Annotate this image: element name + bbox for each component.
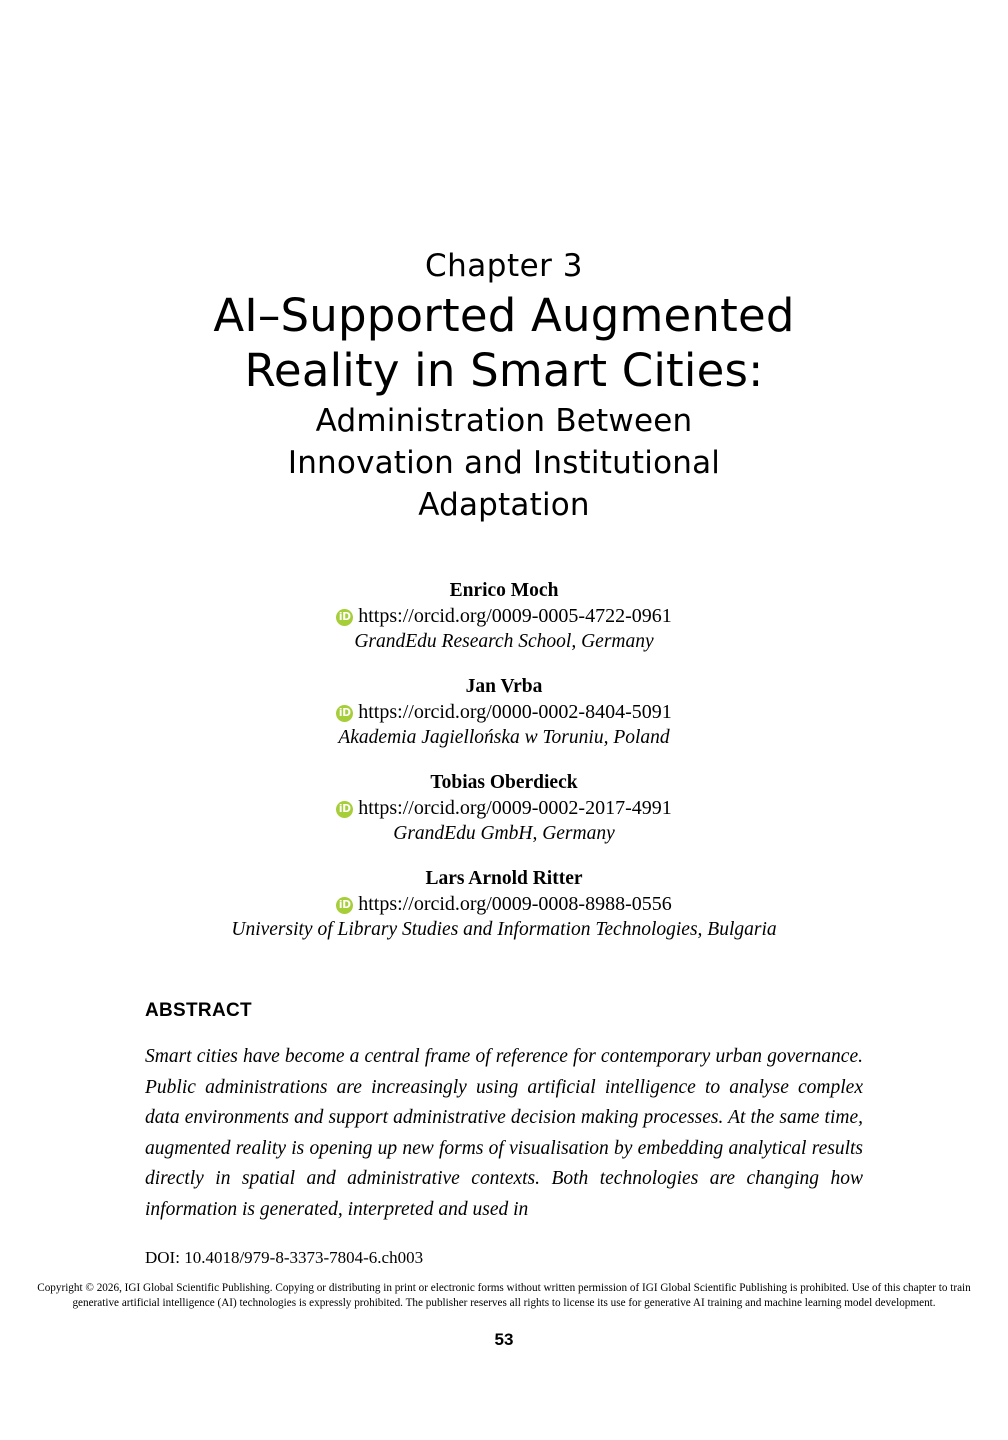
orcid-icon-glyph: iD [338, 898, 351, 911]
orcid-icon-glyph: iD [338, 610, 351, 623]
author-affiliation: GrandEdu GmbH, Germany [393, 823, 615, 844]
author-list [0, 578, 1008, 943]
abstract-heading: ABSTRACT [145, 1000, 252, 1021]
author-name: Jan Vrba [465, 676, 543, 697]
author-affiliation: GrandEdu Research School, Germany [354, 631, 654, 652]
orcid-id-icon [336, 705, 353, 722]
page-subtitle-line-1: Administration Between [315, 403, 693, 439]
author-orcid-url[interactable]: https://orcid.org/0009-0005-4722-0961 [358, 605, 672, 627]
chapter-label: Chapter 3 [424, 248, 584, 284]
doi-text[interactable]: DOI: 10.4018/979-8-3373-7804-6.ch003 [145, 1248, 424, 1267]
orcid-id-icon [336, 801, 353, 818]
page-title [0, 288, 1008, 398]
author-orcid-line [0, 795, 1008, 821]
author-entry [0, 770, 1008, 847]
chapter-title-block [0, 246, 1008, 526]
author-orcid-url[interactable]: https://orcid.org/0000-0002-8404-5091 [358, 701, 672, 723]
author-entry [0, 866, 1008, 943]
orcid-id-icon [336, 897, 353, 914]
abstract-body: Smart cities have become a central frame of reference for contemporary urban governance. Public administrations are increasingly using artificial intelligence to analyse complex data environments and support administrative decision making processes. At the same time, augmented reality is opening up new forms of visualisation by embedding analytical results directly in spatial and administrative contexts. Both technologies are changing how information is generated, interpreted and used in [145, 1046, 863, 1220]
author-affiliation: Akademia Jagiellońska w Toruniu, Poland [338, 727, 670, 748]
author-entry [0, 674, 1008, 751]
page-title-line-1: AI–Supported Augmented [213, 289, 795, 342]
page-title-line-2: Reality in Smart Cities: [244, 344, 764, 397]
author-affiliation: University of Library Studies and Information Technologies, Bulgaria [231, 919, 777, 940]
page-number: 53 [494, 1330, 514, 1349]
orcid-icon-glyph: iD [338, 802, 351, 815]
page-subtitle [0, 400, 1008, 526]
author-orcid-url[interactable]: https://orcid.org/0009-0002-2017-4991 [358, 797, 672, 819]
author-orcid-line [0, 603, 1008, 629]
page-subtitle-line-3: Adaptation [418, 487, 590, 523]
author-orcid-line [0, 699, 1008, 725]
author-name: Lars Arnold Ritter [425, 868, 583, 889]
author-name: Tobias Oberdieck [430, 772, 578, 793]
author-entry [0, 578, 1008, 655]
page-subtitle-line-2: Innovation and Institutional [287, 445, 721, 481]
orcid-id-icon [336, 609, 353, 626]
orcid-icon-glyph: iD [338, 706, 351, 719]
author-orcid-line [0, 891, 1008, 917]
author-name: Enrico Moch [449, 580, 559, 601]
author-orcid-url[interactable]: https://orcid.org/0009-0008-8988-0556 [358, 893, 672, 915]
copyright-footer: Copyright © 2026, IGI Global Scientific Publishing. Copying or distributing in print or electronic forms without written permission of IGI Global Scientific Publishing is prohibited. Use of this chapter to train generative artificial intelligence (AI) technologies is expressly prohibited. The publisher reserves all rights to license its use for generative AI training and machine learning model development. [37, 1282, 971, 1309]
